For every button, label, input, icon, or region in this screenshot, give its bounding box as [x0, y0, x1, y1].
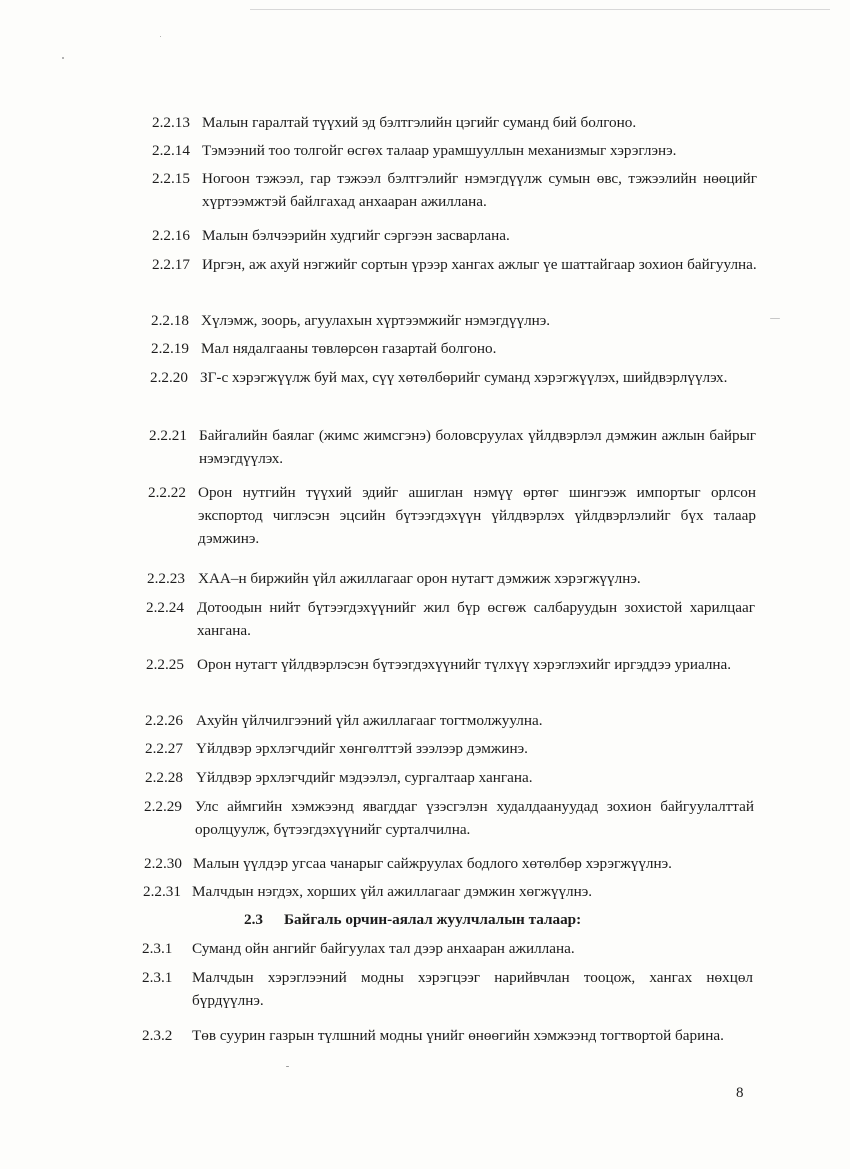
scan-speck [62, 57, 64, 59]
item-number: 2.2.27 [145, 740, 183, 757]
item-number: 2.2.19 [151, 340, 189, 357]
item-text: Мал нядалгааны төвлөрсөн газартай болгоно. [201, 340, 497, 357]
item-number: 2.2.13 [152, 114, 190, 131]
item-number: 2.2.22 [148, 484, 186, 501]
item-text: Суманд ойн ангийг байгуулах тал дээр анхааран ажиллана. [192, 940, 575, 957]
item-number: 2.2.14 [152, 142, 190, 159]
item-number: 2.2.26 [145, 712, 183, 729]
item-number: 2.3.1 [142, 969, 173, 986]
item-number: 2.2.24 [146, 599, 184, 616]
item-number: 2.2.20 [150, 369, 188, 386]
item-number: 2.2.15 [152, 170, 190, 187]
item-number: 2.2.30 [144, 855, 182, 872]
item-text: Улс аймгийн хэмжээнд явагддаг үзэсгэлэн худалдаануудад зохион байгуулалттай оролцуулж, бүтээгдэхүүнийг сурталчилна. [195, 798, 754, 838]
scan-speck [286, 1066, 289, 1067]
item-text: Малын бэлчээрийн худгийг сэргээн засварлана. [202, 227, 510, 244]
item-text: Малчдын хэрэглээний модны хэрэгцээг нарийвчлан тооцож, хангах нөхцөл бүрдүүлнэ. [192, 969, 753, 1009]
item-number: 2.2.23 [147, 570, 185, 587]
item-text: Дотоодын нийт бүтээгдэхүүнийг жил бүр өсгөж салбаруудын зохистой харилцааг хангана. [197, 599, 755, 639]
item-number: 2.2.18 [151, 312, 189, 329]
item-text: Малчдын нэгдэх, хорших үйл ажиллагааг дэмжин хөгжүүлнэ. [192, 883, 593, 900]
item-text: Иргэн, аж ахуй нэгжийг сортын үрээр хангах ажлыг үе шаттайгаар зохион байгуулна. [202, 256, 757, 273]
item-number: 2.3.1 [142, 940, 173, 957]
item-text: Төв суурин газрын түлшний модны үнийг өнөөгийн хэмжээнд тогтвортой барина. [192, 1027, 724, 1044]
item-text: Ногоон тэжээл, гар тэжээл бэлтгэлийг нэмэгдүүлж сумын өвс, тэжээлийн нөөцийг хүртээмжтэй байлгахад анхааран ажиллана. [202, 170, 757, 210]
item-text: Малын үүлдэр угсаа чанарыг сайжруулах бодлого хөтөлбөр хэрэгжүүлнэ. [193, 855, 672, 872]
item-number: 2.2.31 [143, 883, 181, 900]
item-text: Малын гаралтай түүхий эд бэлтгэлийн цэгийг суманд бий болгоно. [202, 114, 637, 131]
item-text: Үйлдвэр эрхлэгчдийг хөнгөлттэй зээлээр дэмжинэ. [196, 740, 528, 757]
item-text: ХАА–н биржийн үйл ажиллагааг орон нутагт дэмжиж хэрэгжүүлнэ. [198, 570, 641, 587]
item-text: Байгалийн баялаг (жимс жимсгэнэ) боловсруулах үйлдвэрлэл дэмжин ажлын байрыг нэмэгдүүлэх. [199, 427, 756, 467]
scan-speck [770, 318, 780, 319]
item-text: ЗГ-с хэрэгжүүлж буй мах, сүү хөтөлбөрийг суманд хэрэгжүүлэх, шийдвэрлүүлэх. [200, 369, 728, 386]
page-number: 8 [736, 1085, 744, 1101]
item-text: Тэмээний тоо толгойг өсгөх талаар урамшууллын механизмыг хэрэглэнэ. [202, 142, 677, 159]
item-number: 2.2.17 [152, 256, 190, 273]
item-number: 2.2.28 [145, 769, 183, 786]
item-number: 2.2.29 [144, 798, 182, 815]
section-number: 2.3 [244, 911, 263, 928]
item-number: 2.2.16 [152, 227, 190, 244]
item-text: Ахуйн үйлчилгээний үйл ажиллагааг тогтмолжуулна. [196, 712, 543, 729]
section-title: Байгаль орчин-аялал жуулчлалын талаар: [284, 911, 582, 928]
item-number: 2.3.2 [142, 1027, 173, 1044]
item-text: Орон нутгийн түүхий эдийг ашиглан нэмүү өртөг шингээж импортыг орлсон экспортод чиглэсэн эцсийн бүтээгдэхүүн үйлдвэрлэх үйлдвэрлэлийг бүх талаар дэмжинэ. [198, 484, 756, 547]
scan-speck [160, 36, 161, 37]
item-text: Орон нутагт үйлдвэрлэсэн бүтээгдэхүүнийг түлхүү хэрэглэхийг иргэддээ уриална. [197, 656, 732, 673]
item-text: Хүлэмж, зоорь, агуулахын хүртээмжийг нэмэгдүүлнэ. [201, 312, 551, 329]
item-number: 2.2.21 [149, 427, 187, 444]
scan-edge-line [250, 9, 830, 10]
item-text: Үйлдвэр эрхлэгчдийг мэдээлэл, сургалтаар хангана. [196, 769, 533, 786]
item-number: 2.2.25 [146, 656, 184, 673]
